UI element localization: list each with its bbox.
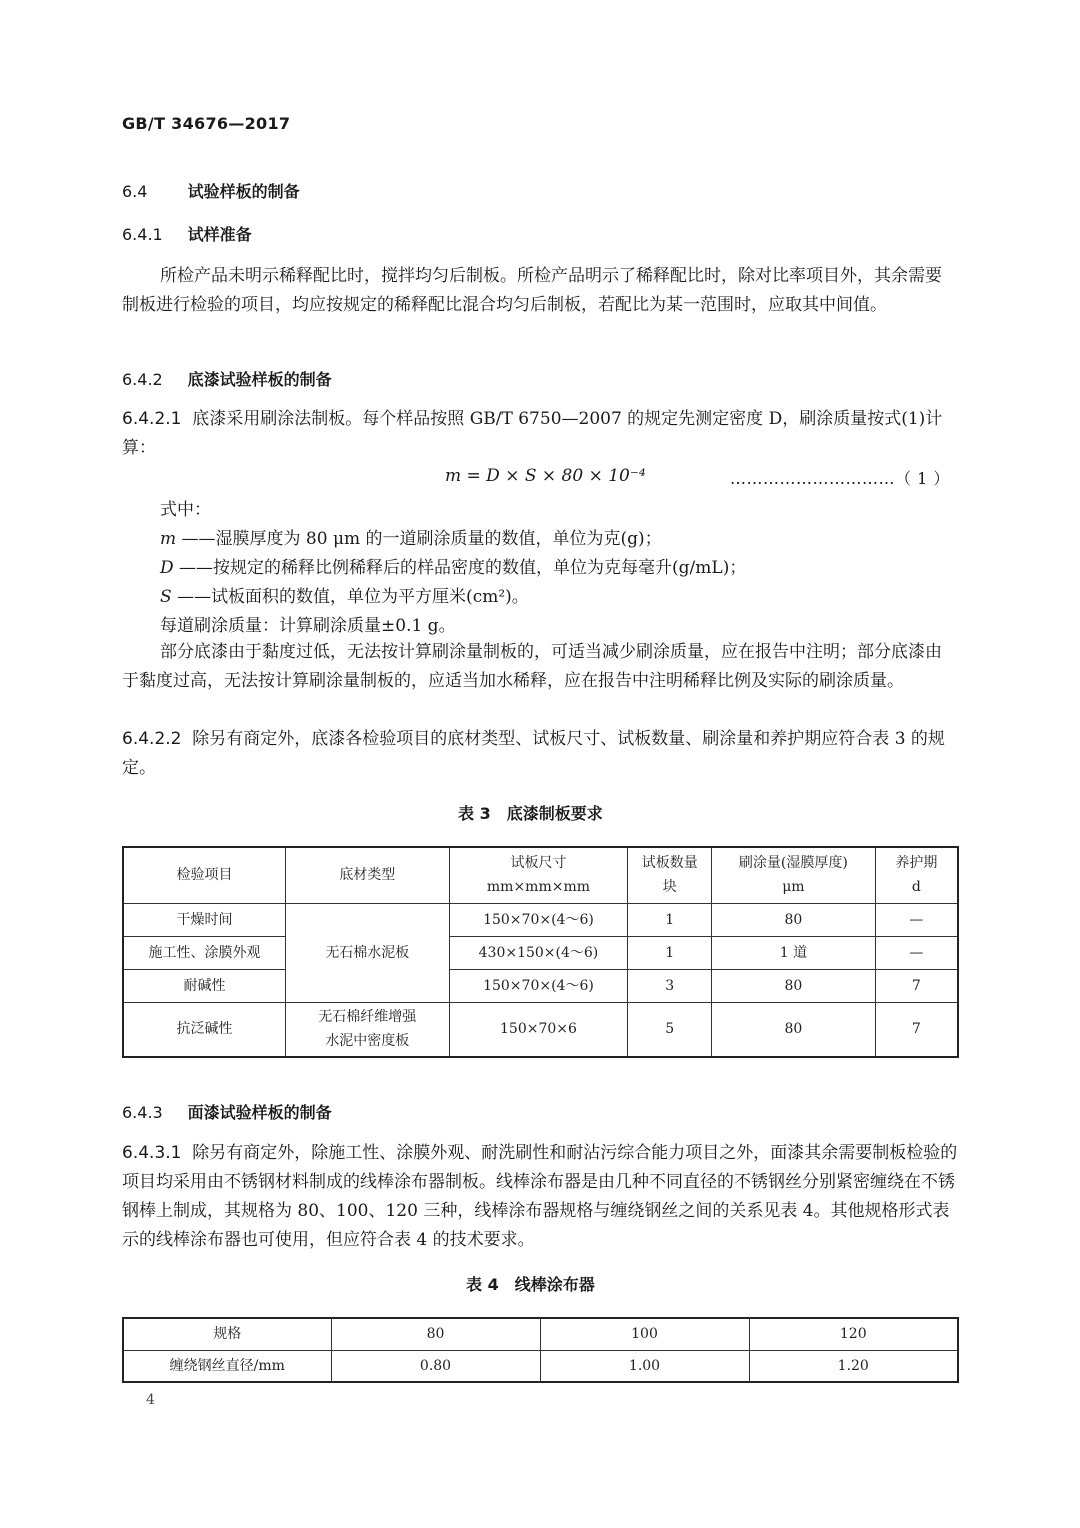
paragraph-text: 除另有商定外，除施工性、涂膜外观、耐洗刷性和耐沾污综合能力项目之外，面漆其余需要制板检验的项目均采用由不锈钢材料制成的线棒涂布器制板。线棒涂布器是由几种不同直径的不锈钢丝分别紧密缠绕在不锈钢棒上制成，其规格为 80、100、120 三种，线棒涂布器规格与缠绕钢丝之间的关系见表 4。其他规格形式表示的线棒涂布器也可使用，但应符合表 4 的技术要求。 [122, 1143, 958, 1250]
header-cell: 养护期 d [875, 847, 958, 903]
table-cell: 5 [628, 1002, 712, 1057]
definition-text: ——试板面积的数值，单位为平方厘米(cm²)。 [177, 587, 529, 607]
table-cell: 抗泛碱性 [123, 1002, 286, 1057]
symbol: D [160, 558, 174, 578]
table-cell: — [875, 903, 958, 936]
brush-mass-note: 每道刷涂质量：计算刷涂质量±0.1 g。 [160, 616, 456, 636]
table-cell: 施工性、涂膜外观 [123, 936, 286, 969]
table-4-caption: 表 4 线棒涂布器 [466, 1275, 595, 1294]
table-cell: 430×150×(4～6) [449, 936, 628, 969]
table-cell: 150×70×(4～6) [449, 903, 628, 936]
definition-m [160, 524, 662, 549]
clause-number: 6.4.2.2 [122, 729, 182, 749]
table-cell: 1 道 [712, 936, 876, 969]
paragraph-6-4-2-2 [122, 725, 958, 783]
table-cell: 1 [628, 903, 712, 936]
section-6-4-heading [122, 179, 300, 202]
symbol: S [160, 587, 172, 607]
paragraph-viscosity-note [122, 638, 958, 696]
table-cell: 80 [712, 969, 876, 1002]
paragraph-text: 所检产品未明示稀释配比时，搅拌均匀后制板。所检产品明示了稀释配比时，除对比率项目外，其余需要制板进行检验的项目，均应按规定的稀释配比混合均匀后制板，若配比为某一范围时，应取其中间值。 [122, 266, 942, 315]
paragraph-6-4-3-1 [122, 1139, 958, 1255]
table-cell: 80 [712, 1002, 876, 1057]
table-cell: 规格 [123, 1318, 331, 1350]
formula-1: m = D × S × 80 × 10⁻⁴ [445, 466, 646, 486]
symbol: m [160, 529, 177, 549]
table-cell: 缠绕钢丝直径/mm [123, 1350, 331, 1382]
header-cell: 检验项目 [123, 847, 286, 903]
table-4 [122, 1317, 959, 1383]
paragraph-6-4-1 [122, 262, 958, 320]
table-cell: 150×70×6 [449, 1002, 628, 1057]
table-row [123, 969, 958, 1002]
section-6-4-2-heading [122, 367, 332, 390]
table-3 [122, 846, 959, 1058]
section-number: 6.4.2 [122, 370, 163, 389]
table-cell: 7 [875, 969, 958, 1002]
table-cell: — [875, 936, 958, 969]
table-cell: 干燥时间 [123, 903, 286, 936]
header-cell: 试板数量 块 [628, 847, 712, 903]
header-cell: 刷涂量(湿膜厚度) μm [712, 847, 876, 903]
table-cell: 0.80 [331, 1350, 540, 1382]
table-cell: 80 [712, 903, 876, 936]
formula-number: …………………………（ 1 ） [730, 469, 950, 488]
section-title: 面漆试验样板的制备 [187, 1103, 332, 1122]
table-row [123, 1318, 958, 1350]
table-cell: 1 [628, 936, 712, 969]
table-cell: 3 [628, 969, 712, 1002]
paragraph-text: 部分底漆由于黏度过低，无法按计算刷涂量制板的，可适当减少刷涂质量，应在报告中注明；部分底漆由于黏度过高，无法按计算刷涂量制板的，应适当加水稀释，应在报告中注明稀释比例及实际的刷涂质量。 [122, 642, 942, 691]
table-row [123, 936, 958, 969]
standard-number: GB/T 34676—2017 [122, 114, 291, 133]
table-cell: 1.00 [540, 1350, 749, 1382]
definition-s [160, 582, 529, 607]
section-title: 试验样板的制备 [187, 182, 300, 201]
paragraph-6-4-2-1 [122, 405, 958, 463]
section-6-4-1-heading [122, 222, 252, 245]
definition-text: ——湿膜厚度为 80 μm 的一道刷涂质量的数值，单位为克(g)； [181, 529, 662, 549]
definition-d [160, 553, 746, 578]
table-3-caption: 表 3 底漆制板要求 [458, 804, 603, 823]
table-row [123, 1002, 958, 1057]
header-cell: 底材类型 [286, 847, 450, 903]
header-cell: 试板尺寸 mm×mm×mm [449, 847, 628, 903]
table-row [123, 1350, 958, 1382]
page-number: 4 [146, 1392, 155, 1408]
section-number: 6.4.3 [122, 1103, 163, 1122]
table-cell: 100 [540, 1318, 749, 1350]
table-cell: 150×70×(4～6) [449, 969, 628, 1002]
paragraph-text: 底漆采用刷涂法制板。每个样品按照 GB/T 6750—2007 的规定先测定密度 D，刷涂质量按式(1)计算： [122, 409, 943, 458]
clause-number: 6.4.3.1 [122, 1143, 182, 1163]
section-number: 6.4 [122, 182, 148, 201]
table-header-row [123, 847, 958, 903]
table-cell: 80 [331, 1318, 540, 1350]
table-cell: 耐碱性 [123, 969, 286, 1002]
table-cell: 1.20 [749, 1350, 958, 1382]
where-label: 式中： [160, 500, 211, 520]
table-cell: 7 [875, 1002, 958, 1057]
table-row [123, 903, 958, 936]
table-cell: 120 [749, 1318, 958, 1350]
clause-number: 6.4.2.1 [122, 409, 182, 429]
paragraph-text: 除另有商定外，底漆各检验项目的底材类型、试板尺寸、试板数量、刷涂量和养护期应符合表 3 的规定。 [122, 729, 945, 778]
section-number: 6.4.1 [122, 225, 163, 244]
section-title: 试样准备 [187, 225, 252, 244]
section-6-4-3-heading [122, 1100, 332, 1123]
table-cell: 无石棉水泥板 [286, 903, 450, 1002]
table-cell: 无石棉纤维增强 水泥中密度板 [286, 1002, 450, 1057]
section-title: 底漆试验样板的制备 [187, 370, 332, 389]
definition-text: ——按规定的稀释比例稀释后的样品密度的数值，单位为克每毫升(g/mL)； [179, 558, 747, 578]
